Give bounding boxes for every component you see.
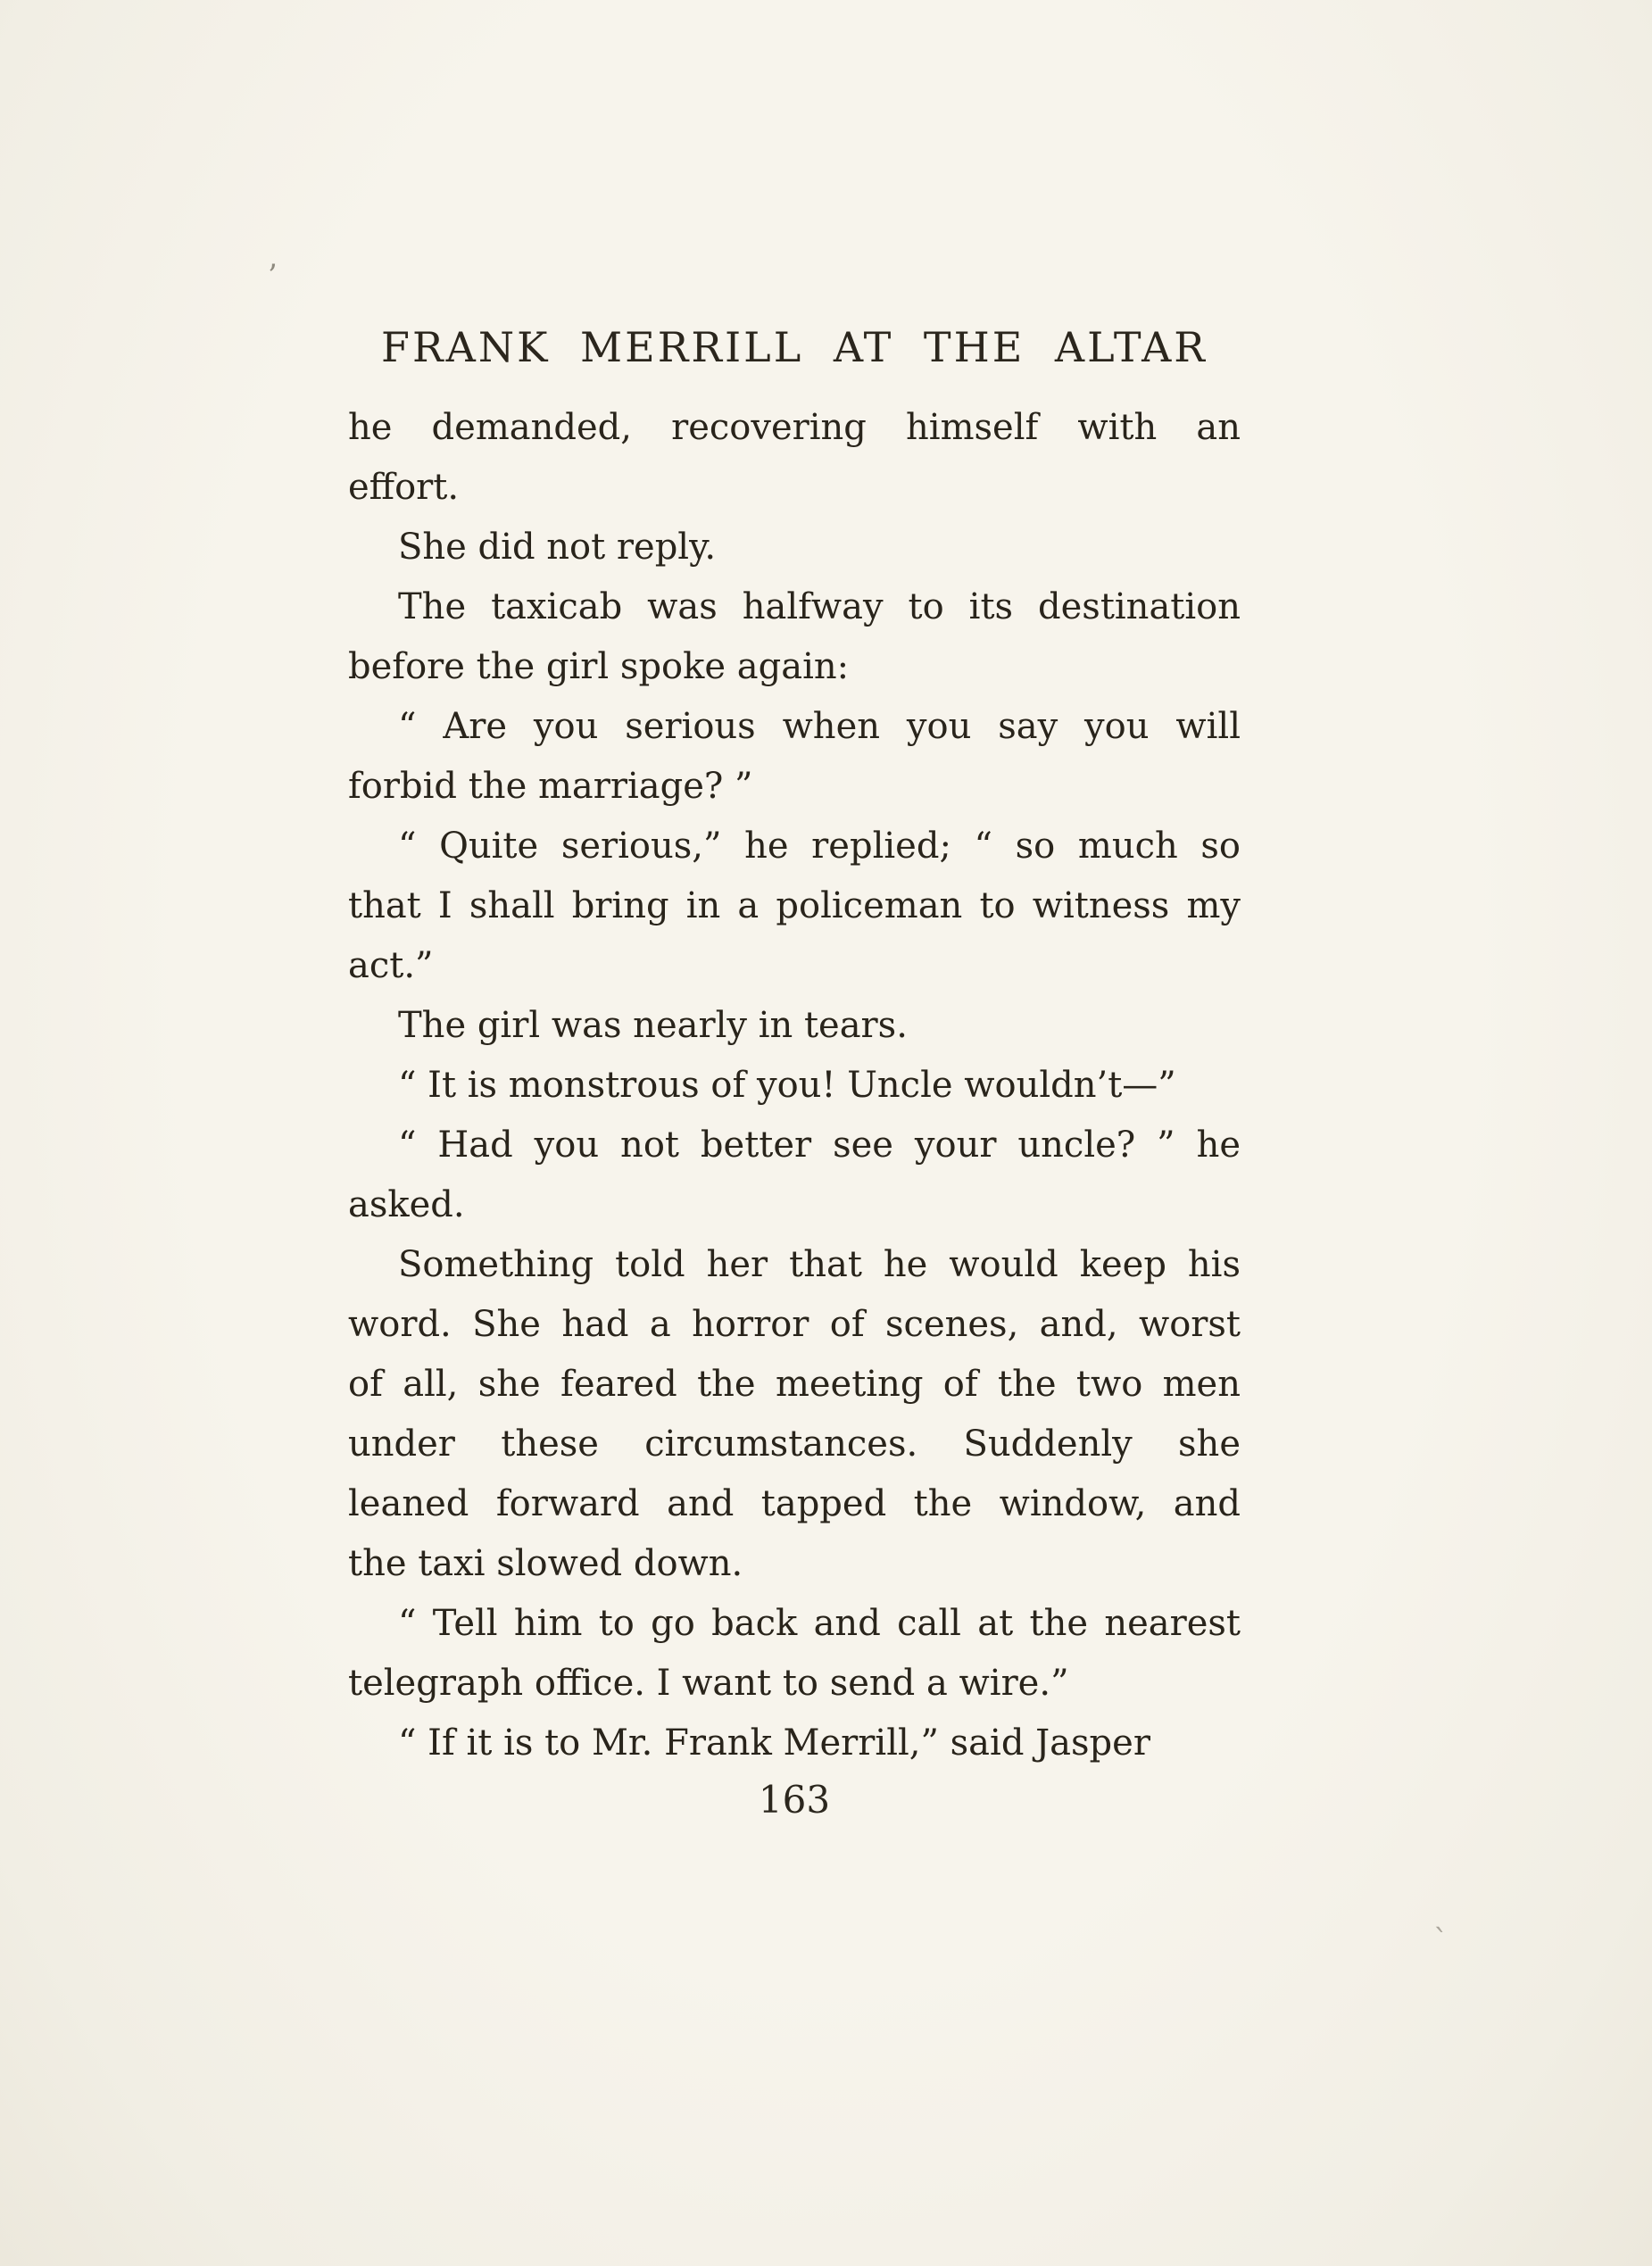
text-line: The taxicab was halfway to its destination [398,586,1241,627]
text-line: that I shall bring in a policeman to witness my [348,885,1241,926]
text-line: leaned forward and tapped the window, and [348,1483,1241,1524]
text-line: asked. [348,1184,465,1225]
text-line: act.” [348,945,434,986]
text-line: “ Quite serious,” he replied; “ so much so [398,826,1241,867]
running-header: FRANK MERRILL AT THE ALTAR [381,323,1208,371]
text-line: effort. [348,467,460,508]
text-line: under these circumstances. Suddenly she [348,1424,1241,1465]
text-line: “ If it is to Mr. Frank Merrill,” said Jasper [398,1722,1150,1764]
paragraph [348,1056,1241,1116]
text-line: “ It is monstrous of you! Uncle wouldn’t—” [398,1065,1176,1106]
text-line: “ Had you not better see your uncle? ” he [398,1125,1241,1166]
paragraph [348,817,1241,996]
text-line: telegraph office. I want to send a wire.” [348,1663,1069,1704]
text-line: of all, she feared the meeting of the two men [348,1364,1241,1405]
paragraph [348,398,1241,518]
text-line: before the girl spoke again: [348,646,850,687]
body-text [348,398,1241,1773]
text-line: word. She had a horror of scenes, and, worst [348,1304,1241,1345]
paragraph [348,1714,1241,1773]
paragraph [348,1116,1241,1235]
page-number: 163 [758,1778,831,1822]
paragraph [348,518,1241,577]
scan-speck-top-left: ’ [268,258,278,294]
text-line: he demanded, recovering himself with an [348,407,1241,448]
text-line: The girl was nearly in tears. [398,1005,908,1046]
paragraph [348,996,1241,1056]
text-line: Something told her that he would keep his [398,1244,1241,1285]
text-line: forbid the marriage? ” [348,766,753,807]
text-line: She did not reply. [398,527,717,568]
paragraph [348,577,1241,697]
paragraph [348,1235,1241,1594]
text-line: the taxi slowed down. [348,1543,743,1584]
text-line: “ Tell him to go back and call at the nearest [398,1603,1241,1644]
paragraph [348,1594,1241,1714]
paragraph [348,697,1241,817]
text-line: “ Are you serious when you say you will [398,706,1241,747]
scan-speck-bottom-right: ` [1433,1923,1449,1959]
